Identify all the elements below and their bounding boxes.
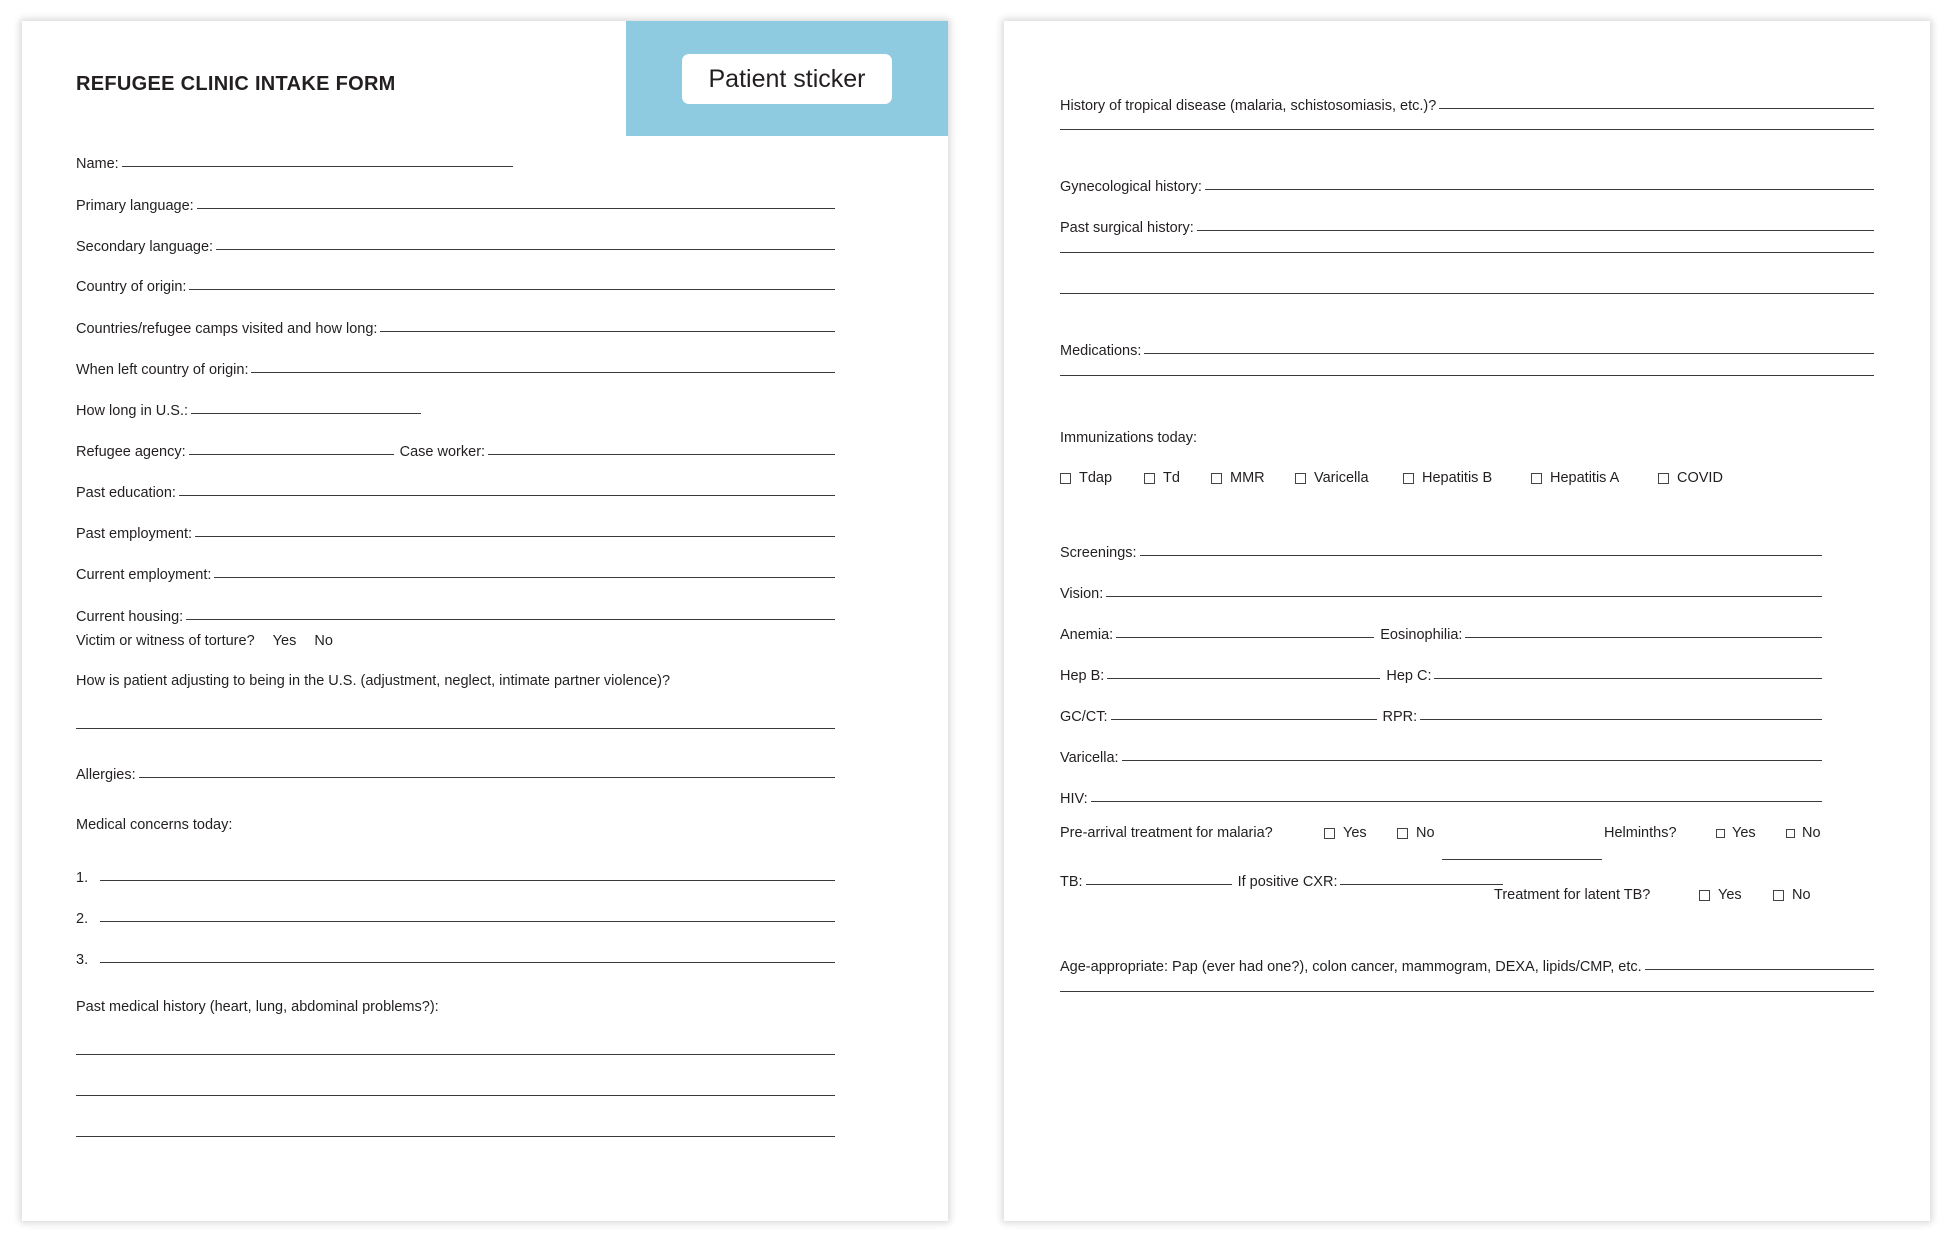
hep-c-label: Hep C: <box>1386 668 1432 684</box>
helminths-yes-label: Yes <box>1732 825 1756 841</box>
hep-b-hep-c-row <box>1060 660 1822 684</box>
age-appropriate-field[interactable] <box>1060 951 1874 975</box>
screenings-field[interactable] <box>1060 537 1822 561</box>
tropical-disease-line[interactable] <box>1439 108 1874 109</box>
positive-cxr-line[interactable] <box>1340 884 1503 885</box>
secondary-language-field[interactable] <box>76 231 835 255</box>
hiv-field[interactable] <box>1060 783 1822 807</box>
varicella-screening-line[interactable] <box>1122 760 1822 761</box>
countries-camps-field[interactable] <box>76 313 835 337</box>
surgical-history-line-3[interactable] <box>1060 293 1874 294</box>
name-field[interactable] <box>76 148 513 172</box>
countries-camps-line[interactable] <box>380 331 835 332</box>
current-employment-label: Current employment: <box>76 567 212 583</box>
immunization-varicella[interactable] <box>1295 470 1369 486</box>
patient-sticker-label: Patient sticker <box>682 54 892 104</box>
allergies-label: Allergies: <box>76 767 136 783</box>
patient-sticker-area <box>626 21 948 136</box>
hiv-label: HIV: <box>1060 791 1088 807</box>
concern-2-number: 2. <box>76 911 89 927</box>
immunization-td[interactable] <box>1144 470 1180 486</box>
helminths-no-checkbox[interactable] <box>1786 829 1795 838</box>
hepatitis-a-label: Hepatitis A <box>1550 470 1620 486</box>
latent-tb-yes-checkbox[interactable] <box>1699 890 1710 901</box>
torture-question-row <box>76 633 333 649</box>
medications-line[interactable] <box>1144 353 1874 354</box>
how-long-us-line[interactable] <box>191 413 421 414</box>
case-worker-line[interactable] <box>488 454 835 455</box>
concern-1-line[interactable] <box>100 880 835 881</box>
current-housing-line[interactable] <box>186 619 835 620</box>
immunization-covid[interactable] <box>1658 470 1723 486</box>
age-appropriate-line-2[interactable] <box>1060 991 1874 992</box>
hep-b-line[interactable] <box>1107 678 1380 679</box>
helminths-yes-checkbox[interactable] <box>1716 829 1725 838</box>
tb-label: TB: <box>1060 874 1083 890</box>
concern-2-field[interactable] <box>76 903 835 927</box>
rpr-label: RPR: <box>1382 709 1418 725</box>
positive-cxr-label: If positive CXR: <box>1237 874 1338 890</box>
tropical-disease-line-2[interactable] <box>1060 129 1874 130</box>
adjusting-question: How is patient adjusting to being in the U.S. (adjustment, neglect, intimate partner violence)? <box>76 673 671 689</box>
allergies-field[interactable] <box>76 759 835 783</box>
malaria-details-line[interactable] <box>1442 859 1602 860</box>
varicella-checkbox[interactable] <box>1295 473 1306 484</box>
eosinophilia-line[interactable] <box>1465 637 1822 638</box>
rpr-line[interactable] <box>1420 719 1822 720</box>
malaria-no-label: No <box>1416 825 1435 841</box>
varicella-immunization-label: Varicella <box>1314 470 1369 486</box>
anemia-line[interactable] <box>1116 637 1374 638</box>
malaria-question-label: Pre-arrival treatment for malaria? <box>1060 825 1273 841</box>
surgical-history-field[interactable] <box>1060 212 1874 236</box>
vision-field[interactable] <box>1060 578 1822 602</box>
td-checkbox[interactable] <box>1144 473 1155 484</box>
malaria-yes-checkbox[interactable] <box>1324 828 1335 839</box>
medications-field[interactable] <box>1060 335 1874 359</box>
gynecological-line[interactable] <box>1205 189 1874 190</box>
concern-3-number: 3. <box>76 952 89 968</box>
intake-form-page-1 <box>22 21 948 1221</box>
hep-b-label: Hep B: <box>1060 668 1105 684</box>
helminths-no-option[interactable] <box>1786 825 1821 841</box>
concern-1-field[interactable] <box>76 862 835 886</box>
country-of-origin-label: Country of origin: <box>76 279 187 295</box>
secondary-language-line[interactable] <box>216 249 835 250</box>
immunization-hepatitis-a[interactable] <box>1531 470 1619 486</box>
hep-c-line[interactable] <box>1434 678 1822 679</box>
td-label: Td <box>1163 470 1180 486</box>
vision-line[interactable] <box>1106 596 1822 597</box>
age-appropriate-line[interactable] <box>1645 969 1874 970</box>
tb-row <box>1060 866 1503 890</box>
mmr-checkbox[interactable] <box>1211 473 1222 484</box>
latent-tb-label: Treatment for latent TB? <box>1494 887 1651 903</box>
immunization-hepatitis-b[interactable] <box>1403 470 1492 486</box>
primary-language-field[interactable] <box>76 190 835 214</box>
gynecological-label: Gynecological history: <box>1060 179 1202 195</box>
primary-language-label: Primary language: <box>76 198 194 214</box>
varicella-screening-field[interactable] <box>1060 742 1822 766</box>
covid-checkbox[interactable] <box>1658 473 1669 484</box>
immunizations-heading: Immunizations today: <box>1060 430 1198 446</box>
gc-ct-rpr-row <box>1060 701 1822 725</box>
past-education-label: Past education: <box>76 485 176 501</box>
helminths-label: Helminths? <box>1604 825 1677 841</box>
age-appropriate-label: Age-appropriate: Pap (ever had one?), colon cancer, mammogram, DEXA, lipids/CMP, etc. <box>1060 959 1642 975</box>
surgical-history-line-2[interactable] <box>1060 252 1874 253</box>
secondary-language-label: Secondary language: <box>76 239 214 255</box>
tdap-label: Tdap <box>1079 470 1113 486</box>
tb-line[interactable] <box>1086 884 1232 885</box>
when-left-field[interactable] <box>76 354 835 378</box>
hepatitis-a-checkbox[interactable] <box>1531 473 1542 484</box>
adjusting-answer-line[interactable] <box>76 728 835 729</box>
how-long-us-label: How long in U.S.: <box>76 403 189 419</box>
gc-ct-label: GC/CT: <box>1060 709 1108 725</box>
medications-line-2[interactable] <box>1060 375 1874 376</box>
vision-label: Vision: <box>1060 586 1104 602</box>
refugee-agency-label: Refugee agency: <box>76 444 186 460</box>
latent-tb-no-option[interactable] <box>1773 887 1811 903</box>
helminths-no-label: No <box>1802 825 1821 841</box>
past-employment-line[interactable] <box>195 536 835 537</box>
anemia-label: Anemia: <box>1060 627 1114 643</box>
name-line[interactable] <box>122 166 513 167</box>
primary-language-line[interactable] <box>197 208 835 209</box>
latent-tb-no-checkbox[interactable] <box>1773 890 1784 901</box>
past-medical-history-line[interactable] <box>76 1095 835 1096</box>
concern-2-line[interactable] <box>100 921 835 922</box>
surgical-history-line[interactable] <box>1197 230 1874 231</box>
concern-1-number: 1. <box>76 870 89 886</box>
hiv-line[interactable] <box>1091 801 1822 802</box>
how-long-us-field[interactable] <box>76 395 421 419</box>
screenings-line[interactable] <box>1140 555 1822 556</box>
anemia-eosinophilia-row <box>1060 619 1822 643</box>
country-of-origin-line[interactable] <box>189 289 835 290</box>
current-employment-line[interactable] <box>214 577 835 578</box>
current-housing-label: Current housing: <box>76 609 184 625</box>
eosinophilia-label: Eosinophilia: <box>1380 627 1463 643</box>
countries-camps-label: Countries/refugee camps visited and how long: <box>76 321 378 337</box>
medical-concerns-heading: Medical concerns today: <box>76 817 233 833</box>
case-worker-label: Case worker: <box>399 444 486 460</box>
when-left-label: When left country of origin: <box>76 362 249 378</box>
malaria-no-option[interactable] <box>1397 825 1435 841</box>
allergies-line[interactable] <box>139 777 835 778</box>
past-medical-history-heading: Past medical history (heart, lung, abdominal problems?): <box>76 999 439 1015</box>
refugee-agency-line[interactable] <box>189 454 394 455</box>
past-employment-field[interactable] <box>76 518 835 542</box>
immunization-tdap[interactable] <box>1060 470 1112 486</box>
agency-caseworker-row <box>76 436 835 460</box>
current-housing-field[interactable] <box>76 601 835 625</box>
current-employment-field[interactable] <box>76 559 835 583</box>
latent-tb-no-label: No <box>1792 887 1811 903</box>
latent-tb-yes-label: Yes <box>1718 887 1742 903</box>
concern-3-line[interactable] <box>100 962 835 963</box>
past-medical-history-line[interactable] <box>76 1054 835 1055</box>
mmr-label: MMR <box>1230 470 1265 486</box>
surgical-history-label: Past surgical history: <box>1060 220 1194 236</box>
gynecological-field[interactable] <box>1060 171 1874 195</box>
screenings-label: Screenings: <box>1060 545 1137 561</box>
latent-tb-yes-option[interactable] <box>1699 887 1742 903</box>
name-label: Name: <box>76 156 119 172</box>
form-title: REFUGEE CLINIC INTAKE FORM <box>76 73 396 95</box>
torture-question-label: Victim or witness of torture? <box>76 633 255 649</box>
tropical-disease-label: History of tropical disease (malaria, schistosomiasis, etc.)? <box>1060 98 1437 114</box>
malaria-yes-label: Yes <box>1343 825 1367 841</box>
when-left-line[interactable] <box>251 372 835 373</box>
intake-form-page-2 <box>1004 21 1930 1221</box>
past-education-line[interactable] <box>179 495 835 496</box>
immunization-mmr[interactable] <box>1211 470 1265 486</box>
torture-no-option[interactable]: No <box>314 633 333 649</box>
helminths-yes-option[interactable] <box>1716 825 1756 841</box>
tropical-disease-field[interactable] <box>1060 90 1874 114</box>
hepatitis-b-label: Hepatitis B <box>1422 470 1493 486</box>
past-medical-history-line[interactable] <box>76 1136 835 1137</box>
malaria-yes-option[interactable] <box>1324 825 1367 841</box>
covid-label: COVID <box>1677 470 1723 486</box>
concern-3-field[interactable] <box>76 944 835 968</box>
medications-label: Medications: <box>1060 343 1142 359</box>
torture-yes-option[interactable]: Yes <box>272 633 297 649</box>
tdap-checkbox[interactable] <box>1060 473 1071 484</box>
varicella-screening-label: Varicella: <box>1060 750 1119 766</box>
gc-ct-line[interactable] <box>1111 719 1377 720</box>
hepatitis-b-checkbox[interactable] <box>1403 473 1414 484</box>
past-education-field[interactable] <box>76 477 835 501</box>
malaria-no-checkbox[interactable] <box>1397 828 1408 839</box>
past-employment-label: Past employment: <box>76 526 193 542</box>
country-of-origin-field[interactable] <box>76 271 835 295</box>
